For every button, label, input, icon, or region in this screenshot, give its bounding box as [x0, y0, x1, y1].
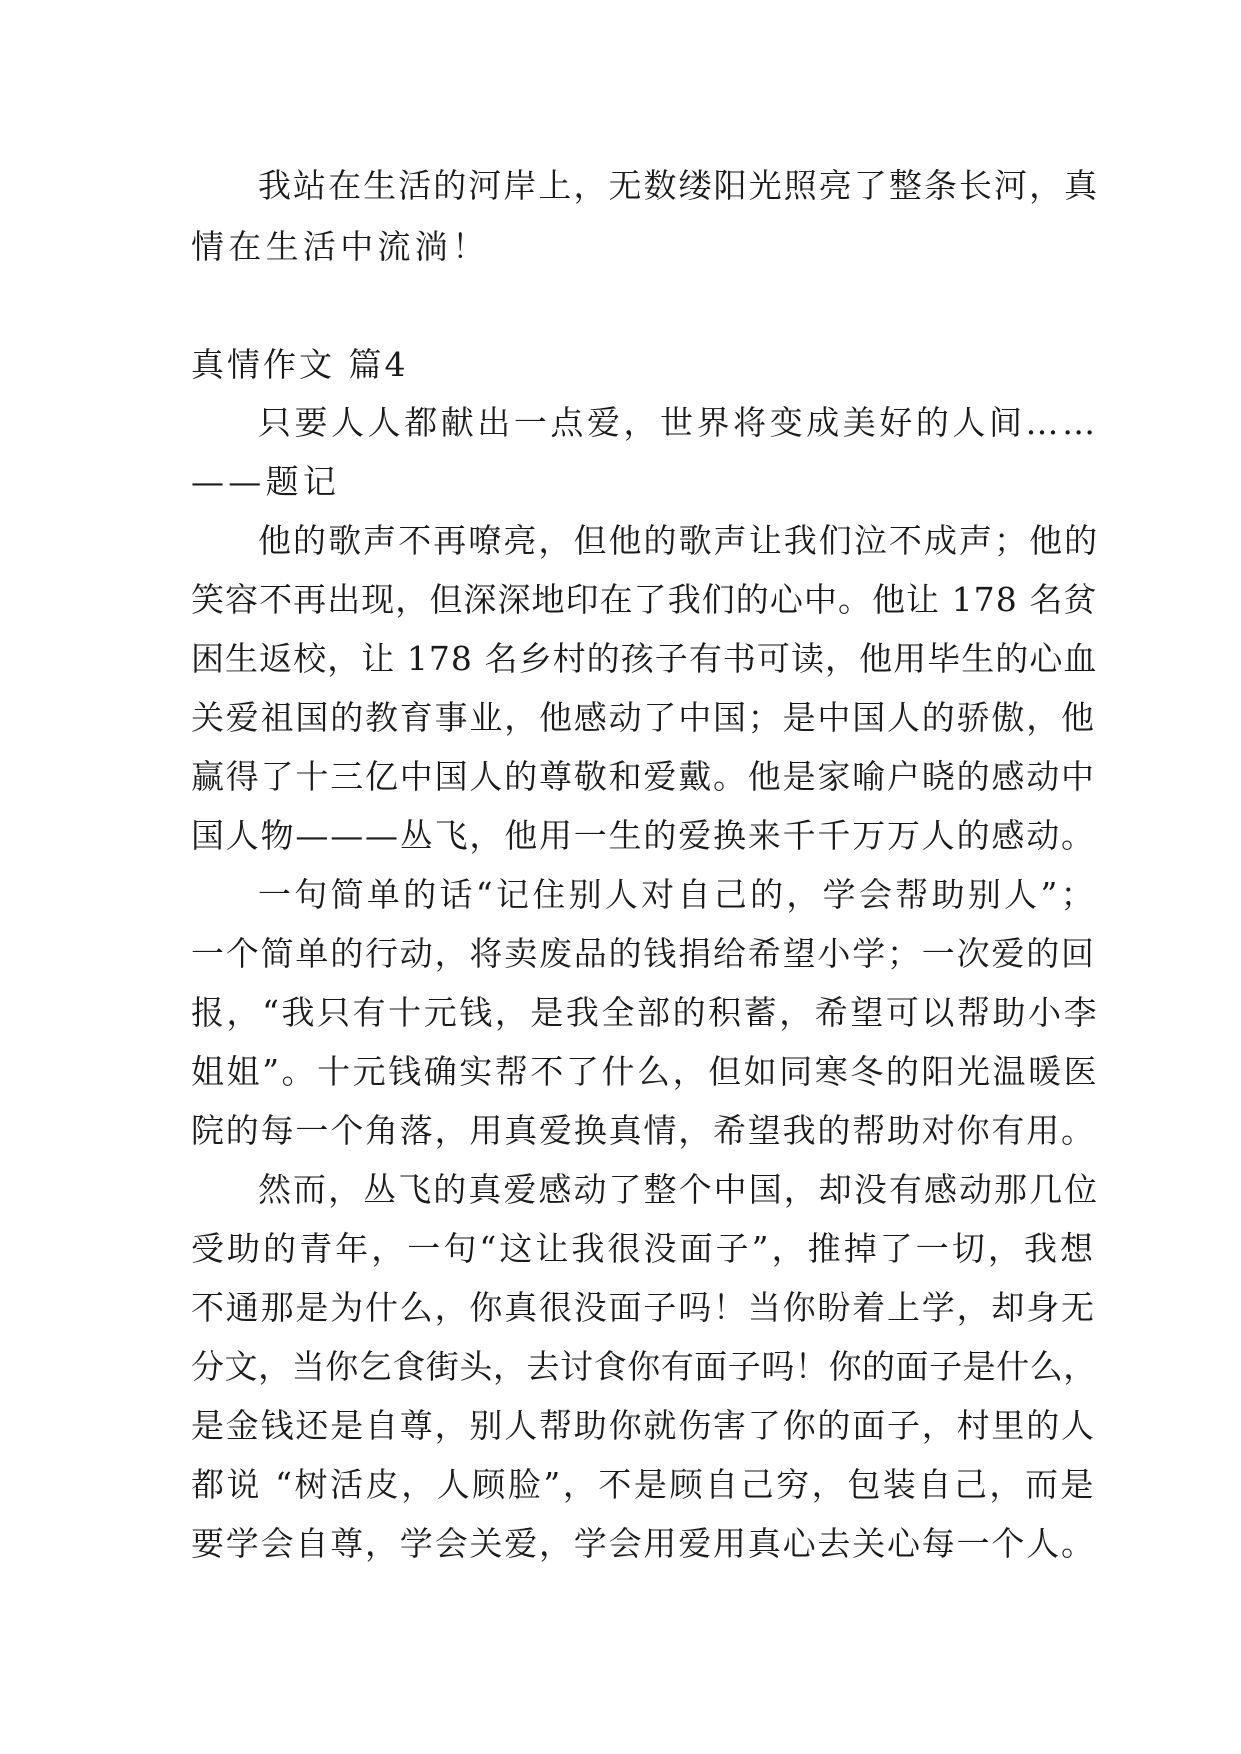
section-heading: 真情作文 篇4 [191, 345, 409, 384]
paragraph-line: 院的每一个角落，用真爱换真情，希望我的帮助对你有用。 [191, 1111, 1096, 1150]
paragraph-line: 情在生活中流淌！ [191, 227, 490, 266]
paragraph-line: 报，“我只有十元钱，是我全部的积蓄，希望可以帮助小李 [191, 993, 1100, 1032]
paragraph-line: 姐姐”。十元钱确实帮不了什么，但如同寒冬的阳光温暖医 [191, 1052, 1100, 1091]
paragraph-line: 国人物———丛飞，他用一生的爱换来千千万万人的感动。 [191, 816, 1096, 855]
paragraph-line: 分文，当你乞食街头，去讨食你有面子吗！你的面子是什么， [191, 1347, 1097, 1386]
paragraph-line: 不通那是为什么，你真很没面子吗！当你盼着上学，却身无 [191, 1288, 1096, 1327]
paragraph-line: 是金钱还是自尊，别人帮助你就伤害了你的面子，村里的人 [191, 1406, 1096, 1445]
paragraph-line: 赢得了十三亿中国人的尊敬和爱戴。他是家喻户晓的感动中 [191, 757, 1096, 796]
paragraph-line: 然而，丛飞的真爱感动了整个中国，却没有感动那几位 [258, 1170, 1100, 1209]
paragraph-line: 笑容不再出现，但深深地印在了我们的心中。他让 178 名贫 [191, 580, 1098, 619]
epigraph-line: 只要人人都献出一点爱，世界将变成美好的人间…… [258, 403, 1099, 442]
paragraph-line: 一个简单的行动，将卖废品的钱捐给希望小学；一次爱的回 [191, 934, 1096, 973]
paragraph-line: 一句简单的话“记住别人对自己的，学会帮助别人”； [258, 875, 1097, 914]
paragraph-line: 我站在生活的河岸上，无数缕阳光照亮了整条长河，真 [258, 166, 1100, 205]
paragraph-line: 他的歌声不再嘹亮，但他的歌声让我们泣不成声；他的 [258, 521, 1100, 560]
epigraph-attribution: ——题记 [191, 462, 341, 501]
paragraph-line: 受助的青年，一句“这让我很没面子”，推掉了一切，我想 [191, 1229, 1097, 1268]
paragraph-line: 困生返校，让 178 名乡村的孩子有书可读，他用毕生的心血 [191, 639, 1098, 678]
paragraph-line: 都说 “树活皮，人顾脸”，不是顾自己穷，包装自己，而是 [191, 1465, 1097, 1504]
paragraph-line: 要学会自尊，学会关爱，学会用爱用真心去关心每一个人。 [191, 1524, 1096, 1563]
paragraph-line: 关爱祖国的教育事业，他感动了中国；是中国人的骄傲，他 [191, 698, 1096, 737]
